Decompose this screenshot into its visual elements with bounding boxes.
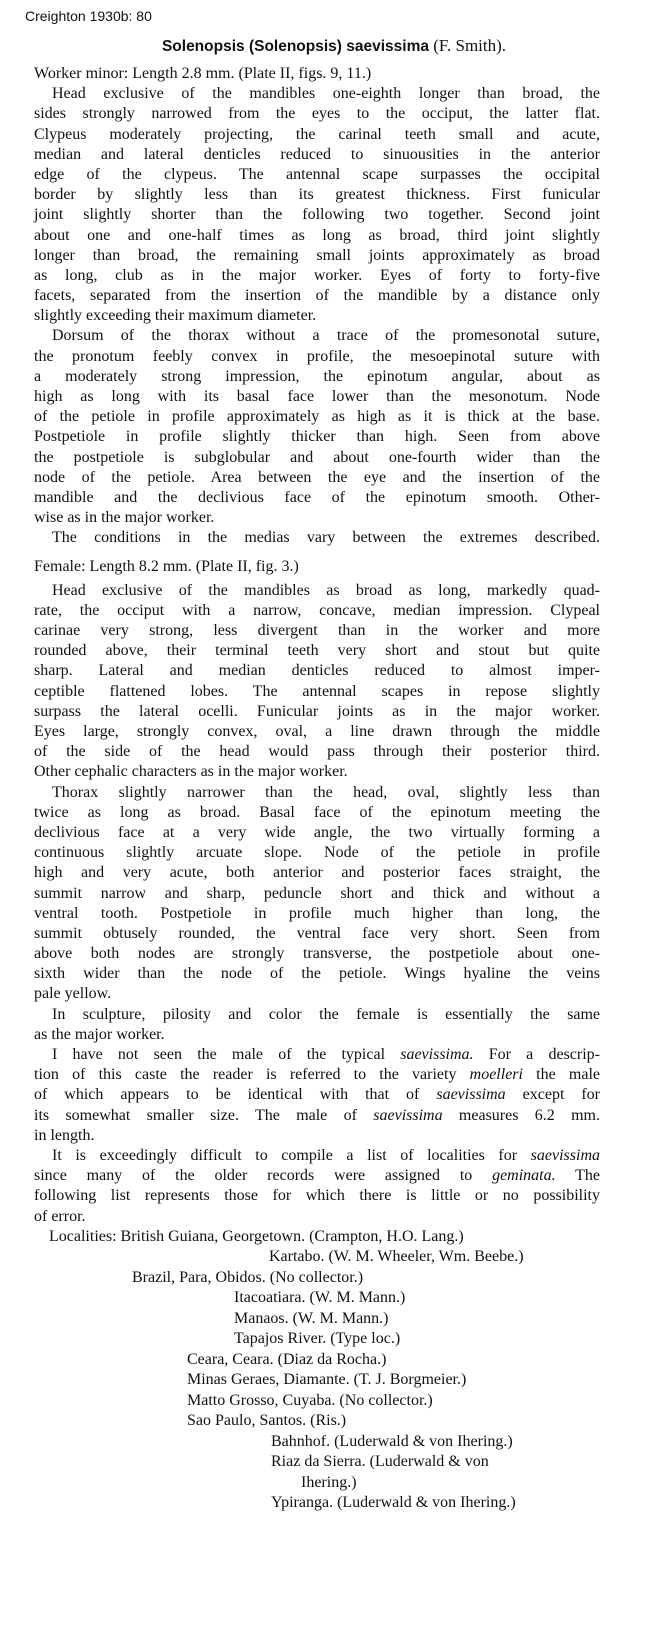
- locality-line: Itacoatiara. (W. M. Mann.): [234, 1289, 406, 1307]
- text-line: Head exclusive of the mandibles as broad as long, markedly quad-: [52, 581, 600, 599]
- text-line: Dorsum of the thorax without a trace of the promesonotal suture,: [52, 327, 600, 345]
- text-line: about one and one-half times as long as broad, third joint slightly: [34, 226, 600, 244]
- text-line: rounded above, their terminal teeth very short and stout but quite: [34, 642, 600, 660]
- text-line: sharp. Lateral and median denticles reduced to almost imper-: [34, 662, 600, 680]
- female-heading: Female: Length 8.2 mm. (Plate II, fig. 3.): [34, 557, 299, 575]
- text-line: of the petiole in profile approximately as high as it is thick at the base.: [34, 408, 600, 426]
- text-line: of error.: [34, 1207, 86, 1225]
- text-line: slightly exceeding their maximum diameter.: [34, 307, 317, 325]
- text-line: edge of the clypeus. The antennal scape surpasses the occipital: [34, 165, 600, 183]
- text-line: above both nodes are strongly transverse, the postpetiole about one-: [34, 945, 600, 963]
- text-line: a moderately strong impression, the epinotum angular, about as: [34, 367, 600, 385]
- female-paragraph-2: [34, 783, 600, 1005]
- locality-line: Localities: British Guiana, Georgetown. (Crampton, H.O. Lang.): [49, 1227, 464, 1245]
- text-line: as long, club as in the major worker. Eyes of forty to forty-five: [34, 266, 600, 284]
- text-line: declivious face at a very wide angle, the two virtually forming a: [34, 823, 600, 841]
- text-line: ceptible flattened lobes. The antennal scapes in repose slightly: [34, 682, 600, 700]
- locality-line: Brazil, Para, Obidos. (No collector.): [132, 1268, 364, 1286]
- female-paragraph-3: [34, 1005, 600, 1045]
- locality-line: Matto Grosso, Cuyaba. (No collector.): [187, 1391, 433, 1409]
- text-line: surpass the lateral ocelli. Funicular joints as in the major worker.: [34, 702, 600, 720]
- text-line: the postpetiole is subglobular and about one-fourth wider than the: [34, 448, 600, 466]
- text-line: Postpetiole in profile slightly thicker than high. Seen from above: [34, 428, 600, 446]
- text-line: following list represents those for which there is little or no possibility: [34, 1187, 600, 1205]
- text-line: Thorax slightly narrower than the head, oval, slightly less than: [52, 783, 600, 801]
- localities-list: [34, 1227, 600, 1514]
- text-line: pale yellow.: [34, 985, 112, 1003]
- text-line: mandible and the declivious face of the epinotum smooth. Other-: [34, 488, 600, 506]
- text-line: facets, separated from the insertion of the mandible by a distance only: [34, 287, 600, 305]
- worker-minor-paragraph-3: [34, 528, 600, 548]
- locality-line: Manaos. (W. M. Mann.): [234, 1309, 389, 1327]
- text-line: its somewhat smaller size. The male of saevissima measures 6.2 mm.: [34, 1106, 600, 1124]
- text-line: summit narrow and sharp, peduncle short and thick and without a: [34, 884, 600, 902]
- text-line: The conditions in the medias vary between the extremes described.: [52, 529, 600, 547]
- text-line: I have not seen the male of the typical saevissima. For a descrip-: [52, 1046, 600, 1063]
- species-author: (F. Smith).: [433, 36, 507, 55]
- text-line: high as long with its basal face lower than the mesonotum. Node: [34, 388, 600, 405]
- text-line: Head exclusive of the mandibles one-eighth longer than broad, the: [52, 85, 600, 103]
- worker-minor-heading: Worker minor: Length 2.8 mm. (Plate II, figs. 9, 11.): [34, 65, 372, 82]
- text-line: Eyes large, strongly convex, oval, a line drawn through the middle: [34, 723, 600, 740]
- text-line: summit obtusely rounded, the ventral face very short. Seen from: [34, 924, 600, 942]
- male-note-paragraph: [34, 1045, 600, 1146]
- text-line: twice as long as broad. Basal face of the epinotum meeting the: [34, 803, 600, 821]
- text-line: In sculpture, pilosity and color the female is essentially the same: [52, 1005, 600, 1023]
- text-line: the pronotum feebly convex in profile, the mesoepinotal suture with: [34, 347, 600, 365]
- locality-line: Kartabo. (W. M. Wheeler, Wm. Beebe.): [269, 1248, 524, 1266]
- text-line: since many of the older records were assigned to geminata. The: [34, 1167, 600, 1185]
- text-line: wise as in the major worker.: [34, 509, 215, 527]
- text-line: in length.: [34, 1126, 95, 1144]
- text-line: sixth wider than the node of the petiole. Wings hyaline the veins: [34, 965, 600, 983]
- text-line: longer than broad, the remaining small joints approximately as broad: [34, 246, 600, 264]
- text-line: border by slightly less than its greatest thickness. First funicular: [34, 186, 600, 204]
- text-line: as the major worker.: [34, 1025, 165, 1043]
- species-name: Solenopsis (Solenopsis) saevissima: [161, 38, 429, 55]
- locality-line: Ypiranga. (Luderwald & von Ihering.): [271, 1494, 516, 1512]
- locality-line: Tapajos River. (Type loc.): [234, 1330, 401, 1348]
- text-line: carinae very strong, less divergent than in the worker and more: [34, 622, 600, 640]
- text-line: continuous slightly arcuate slope. Node of the petiole in profile: [34, 844, 600, 862]
- text-line: ventral tooth. Postpetiole in profile much higher than long, the: [34, 904, 600, 922]
- text-line: rate, the occiput with a narrow, concave, median impression. Clypeal: [34, 601, 600, 619]
- source-tag: Creighton 1930b: 80: [25, 8, 152, 24]
- locality-line: Bahnhof. (Luderwald & von Ihering.): [271, 1432, 513, 1450]
- text-line: of the side of the head would pass through their posterior third.: [34, 743, 600, 761]
- text-line: joint slightly shorter than the following two together. Second joint: [34, 206, 600, 224]
- locality-line: Ihering.): [301, 1473, 357, 1491]
- localities-note-paragraph: [34, 1146, 600, 1227]
- locality-line: Sao Paulo, Santos. (Ris.): [187, 1412, 347, 1430]
- text-line: median and lateral denticles reduced to sinuousities in the anterior: [34, 145, 600, 163]
- text-line: node of the petiole. Area between the eye and the insertion of the: [34, 468, 600, 486]
- text-line: of which appears to be identical with that of saevissima except for: [34, 1086, 601, 1104]
- locality-line: Riaz da Sierra. (Luderwald & von: [271, 1453, 489, 1471]
- text-line: high and very acute, both anterior and posterior faces straight, the: [34, 864, 600, 882]
- species-title: [0, 36, 668, 56]
- text-line: It is exceedingly difficult to compile a list of localities for saevissima: [52, 1146, 600, 1164]
- text-line: Clypeus moderately projecting, the carinal teeth small and acute,: [34, 125, 600, 143]
- locality-line: Minas Geraes, Diamante. (T. J. Borgmeier.): [187, 1371, 467, 1389]
- female-paragraph-1: [34, 581, 600, 783]
- page-body: [34, 64, 600, 1514]
- worker-minor-paragraph-1: [34, 84, 600, 326]
- text-line: tion of this caste the reader is referred to the variety moelleri the male: [34, 1066, 600, 1084]
- locality-line: Ceara, Ceara. (Diaz da Rocha.): [187, 1350, 387, 1368]
- text-line: sides strongly narrowed from the eyes to the occiput, the latter flat.: [34, 105, 600, 123]
- text-line: Other cephalic characters as in the major worker.: [34, 763, 348, 781]
- worker-minor-paragraph-2: [34, 326, 600, 528]
